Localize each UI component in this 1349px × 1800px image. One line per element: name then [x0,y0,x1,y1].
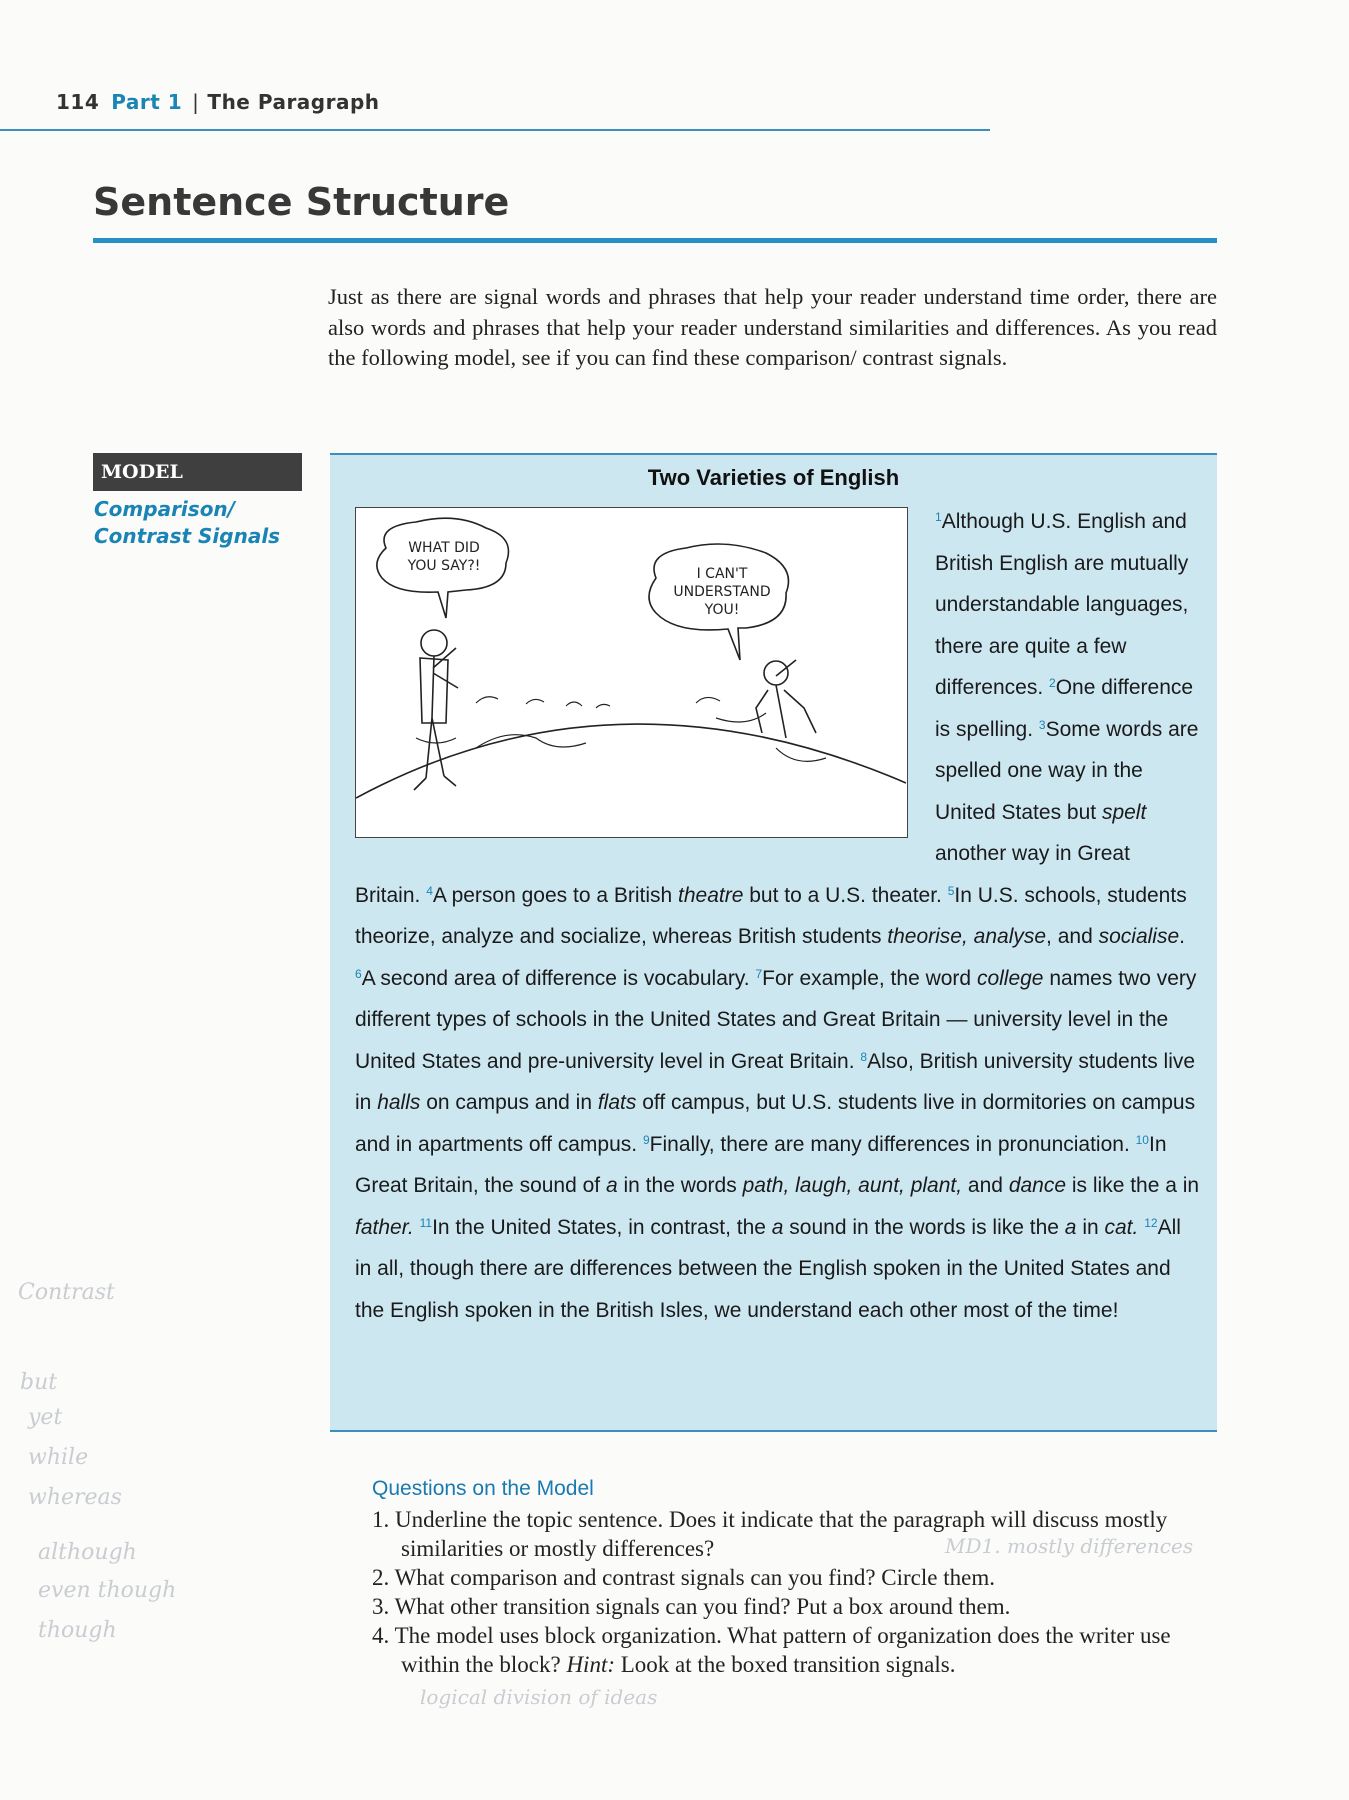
cartoon-drawing [356,508,906,836]
sentence-text: in the words [617,1174,743,1197]
model-label: MODEL [93,453,302,491]
sentence-text: on campus and in [420,1091,598,1114]
italic-term: theatre [678,883,744,907]
sentence-number: 8 [860,1049,868,1064]
italic-term: a [1064,1215,1077,1239]
question-number: 2. [372,1565,390,1590]
sentence-text: in [1076,1215,1105,1239]
question-text: What comparison and contrast signals can you find? Circle them. [394,1565,995,1590]
sentence-number: 10 [1135,1132,1149,1147]
handwritten-note: yet [28,1405,63,1430]
italic-term: father. [355,1215,414,1239]
title-rule [93,238,1217,243]
sentence-number: 1 [935,510,942,524]
handwritten-note: Contrast [18,1280,115,1305]
sentence-text: but to a U.S. theater. [743,883,948,907]
question-text: The model uses block organization. What pattern of organization does the writer use within the block? [394,1623,1171,1677]
sentence-text: In Great Britain, the sound of [355,1132,1167,1197]
handwritten-answer: MD1. mostly differences [945,1534,1194,1558]
italic-term: socialise [1098,925,1180,948]
page-title: Sentence Structure [93,180,510,224]
question-text: Look at the boxed transition signals. [615,1652,956,1677]
italic-term: a [771,1215,784,1239]
sentence-number: 9 [642,1132,650,1147]
sentence-number: 3 [1038,717,1046,732]
italic-term: halls [377,1091,421,1114]
italic-term: spelt [1101,800,1147,824]
italic-term: dance [1008,1174,1067,1197]
sentence-text: A person goes to a British [432,883,679,907]
sentence-text: Some words are spelled one way in the United States but [935,717,1199,824]
question-number: 1. [372,1507,390,1532]
questions-list [372,1505,1232,1679]
sentence-number: 6 [355,966,362,981]
model-box [330,453,1217,1432]
italic-term: path, laugh, aunt, plant, [742,1174,963,1197]
sentence-text: A second area of difference is vocabulary. [361,966,756,990]
italic-term: theorise, analyse [887,925,1047,948]
question-number: 4. [372,1623,390,1648]
model-title: Two Varieties of English [647,465,900,490]
sentence-text: In the United States, in contrast, the [432,1215,772,1239]
questions-heading: Questions on the Model [372,1477,594,1500]
running-header [56,90,380,114]
sentence-number: 4 [426,883,433,898]
model-subtitle [94,496,280,550]
sentence-text: Also, British university students live in [355,1049,1196,1114]
sentence-text: off campus, but U.S. students live in dormitories on campus and in apartments off campus. [355,1091,1196,1156]
bubble-right-text: YOU! [704,602,740,618]
sentence-text: In U.S. schools, students theorize, analyze and socialize, whereas British students [355,883,1187,948]
bubble-right-text: UNDERSTAND [673,584,771,600]
sentence-text: sound in the words is like the [783,1215,1065,1239]
header-rule [0,129,990,131]
sentence-text: is like the a in [1066,1174,1200,1197]
sentence-number: 12 [1144,1215,1158,1230]
man-left [414,630,458,790]
question-item [372,1563,1232,1592]
question-text: Underline the topic sentence. Does it indicate that the paragraph will discuss mostly similarities or mostly differences? [395,1507,1168,1561]
handwritten-note: whereas [28,1485,122,1510]
italic-term: college [976,966,1044,990]
globe-arc [356,724,906,798]
bubble-left-text: YOU SAY?! [407,558,481,574]
man-right [756,660,816,738]
bubble-right-text: I CAN'T [696,566,748,582]
intro-paragraph: Just as there are signal words and phrases that help your reader understand time order, there are also words and phrases that help your reader understand similarities and differences. As you read the following model, see if you can find these comparison/ contrast signals. [328,284,1217,370]
hint-label: Hint: [566,1652,615,1677]
sentence-number: 5 [947,883,955,898]
sentence-text: Although U.S. English and British English are mutually understandable languages, there are quite a few differences. [935,510,1189,699]
question-number: 3. [372,1594,390,1619]
question-item [372,1621,1232,1679]
sentence-text: One difference is spelling. [935,676,1194,741]
cartoon-illustration [355,507,908,838]
header-separator: | [192,90,200,114]
model-subtitle-line: Contrast Signals [94,524,281,548]
bubble-left-text: WHAT DID [408,540,480,556]
sentence-text: another way in Great Britain. [355,842,1130,907]
italic-term: a [605,1174,618,1197]
section-label: The Paragraph [207,90,380,114]
sentence-text: and [962,1174,1009,1197]
model-paragraph [355,501,1200,1331]
part-label: Part 1 [111,90,183,114]
sentence-text: All in all, though there are differences between the English spoken in the United States and the English spoken in the British Isles, we understand each other most of the time! [355,1215,1181,1322]
handwritten-answer: logical division of ideas [420,1685,658,1709]
handwritten-note: while [28,1445,89,1470]
question-item [372,1592,1232,1621]
sentence-number: 2 [1049,676,1056,690]
handwritten-note: although [38,1540,137,1565]
sentence-text: . [1179,925,1185,948]
sentence-text: names two very different types of schools in the United States and Great Britain — university level in the United States and pre-university level in Great Britain. [355,966,1197,1073]
italic-term: flats [597,1091,637,1114]
model-subtitle-line: Comparison/ [94,497,235,521]
sentence-text: , and [1046,925,1099,948]
sentence-text: Finally, there are many differences in pronunciation. [649,1132,1136,1156]
handwritten-note: though [38,1618,117,1643]
sentence-number: 7 [755,966,763,981]
question-text: What other transition signals can you find? Put a box around them. [394,1594,1011,1619]
page-number: 114 [56,90,100,114]
handwritten-note: even though [38,1578,177,1603]
handwritten-note: but [20,1370,58,1395]
italic-term: cat. [1104,1215,1139,1239]
sentence-number: 11 [419,1215,433,1230]
sentence-text: For example, the word [762,966,977,990]
